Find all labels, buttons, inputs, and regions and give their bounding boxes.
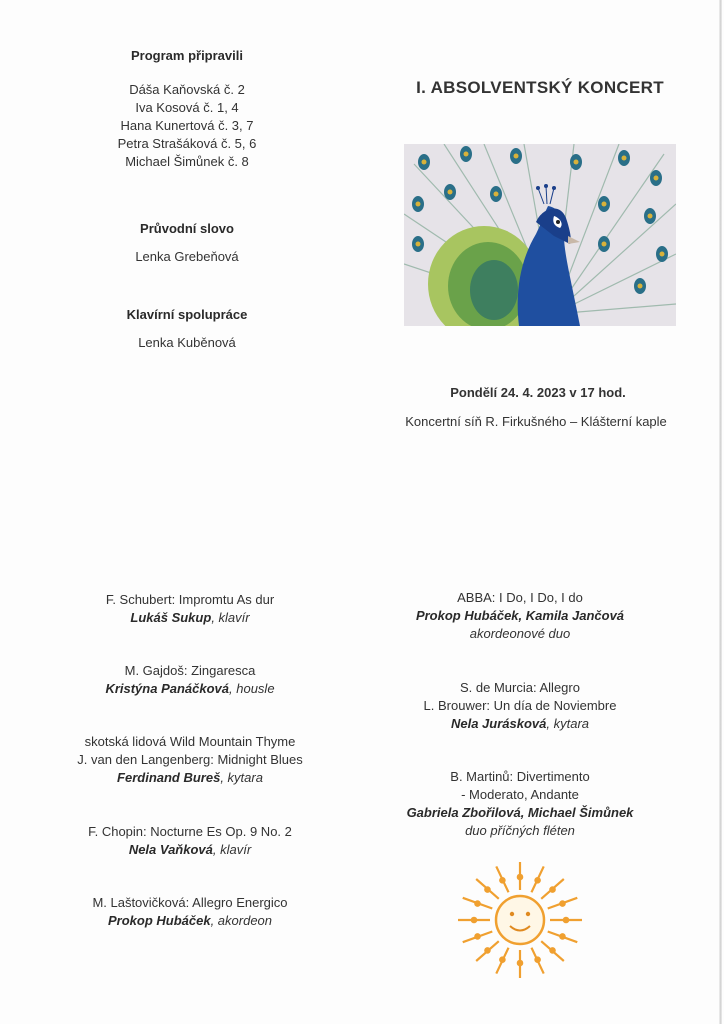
intro-block <box>80 221 294 266</box>
performer-instrument: , akordeon <box>210 913 273 928</box>
performer-line <box>370 715 670 733</box>
sun-ray-note <box>550 948 554 952</box>
peacock-image <box>404 144 676 326</box>
program-piece: skotská lidová Wild Mountain Thyme <box>84 734 296 749</box>
peacock-drawing <box>404 144 676 326</box>
performer-name: Nela Vaňková <box>128 842 213 857</box>
ensemble-type: akordeonové duo <box>469 626 571 641</box>
performer-instrument: , klavír <box>211 610 250 625</box>
piano-heading: Klavírní spolupráce <box>126 307 248 322</box>
sun-ray-note <box>535 958 539 962</box>
program-piece: F. Schubert: Impromtu As dur <box>105 592 275 607</box>
sun-ray-note <box>472 918 476 922</box>
smiling-sun-drawing <box>452 860 588 996</box>
performer-name: Prokop Hubáček, Kamila Jančová <box>415 608 625 623</box>
sun-ray-note <box>500 958 504 962</box>
page-edge <box>719 0 722 1024</box>
program-person: Petra Strašáková č. 5, 6 <box>117 136 257 151</box>
sun-ray-note <box>500 878 504 882</box>
performer-name: Gabriela Zbořilová, Michael Šimůnek <box>406 805 634 820</box>
sun-ray-note <box>475 901 479 905</box>
sun-ray-note <box>475 934 479 938</box>
sun-ray-note <box>485 887 489 891</box>
program-piece: ABBA: I Do, I Do, I do <box>457 590 583 605</box>
program-piece: S. de Murcia: Allegro <box>460 680 580 695</box>
performer-name: Kristýna Panáčková <box>105 681 230 696</box>
piano-name: Lenka Kuběnová <box>138 335 236 350</box>
program-person: Iva Kosová č. 1, 4 <box>135 100 239 115</box>
performer-name: Prokop Hubáček <box>107 913 211 928</box>
program-piece: F. Chopin: Nocturne Es Op. 9 No. 2 <box>88 824 292 839</box>
concert-venue: Koncertní síň R. Firkušného – Klášterní kaple <box>405 414 667 429</box>
program-item <box>370 589 670 643</box>
program-piece: M. Laštovičková: Allegro Energico <box>92 895 288 910</box>
credits-block <box>80 48 294 171</box>
performer-name: Lukáš Sukup <box>130 610 212 625</box>
sun-ray-note <box>560 901 564 905</box>
sun-ray-note <box>518 875 522 879</box>
program-item <box>370 768 670 840</box>
sun-image <box>452 860 588 996</box>
performer-name: Ferdinand Bureš <box>117 770 221 785</box>
performer-line <box>370 804 670 822</box>
performer-line <box>40 609 340 627</box>
intro-name: Lenka Grebeňová <box>135 249 239 264</box>
performer-line <box>370 607 670 625</box>
sun-ray-note <box>564 918 568 922</box>
program-item <box>40 823 340 859</box>
program-item <box>40 591 340 627</box>
program-item <box>370 679 670 733</box>
concert-title: I. ABSOLVENTSKÝ KONCERT <box>416 78 664 97</box>
sun-ray-note <box>485 948 489 952</box>
program-item <box>40 894 340 930</box>
performer-instrument: , kytara <box>546 716 590 731</box>
performer-name: Nela Jurásková <box>450 716 547 731</box>
program-person: Hana Kunertová č. 3, 7 <box>120 118 254 133</box>
program-piece: M. Gajdoš: Zingaresca <box>124 663 256 678</box>
program-item <box>40 733 340 787</box>
performer-instrument: , klavír <box>212 842 252 857</box>
sun-ray-note <box>560 934 564 938</box>
ensemble-type: duo příčných fléten <box>465 823 575 838</box>
program-person: Dáša Kaňovská č. 2 <box>129 82 245 97</box>
performer-line <box>40 680 340 698</box>
performer-line <box>40 769 340 787</box>
performer-line <box>40 912 340 930</box>
program-piece: J. van den Langenberg: Midnight Blues <box>77 752 303 767</box>
performer-instrument: , housle <box>229 681 275 696</box>
program-heading: Program připravili <box>131 48 243 63</box>
performer-instrument: , kytara <box>220 770 263 785</box>
performer-line <box>40 841 340 859</box>
concert-date: Pondělí 24. 4. 2023 v 17 hod. <box>450 385 626 400</box>
program-piece: L. Brouwer: Un día de Noviembre <box>423 698 617 713</box>
piano-block <box>80 307 294 352</box>
sun-ray-note <box>550 887 554 891</box>
sun-ray-note <box>535 878 539 882</box>
intro-heading: Průvodní slovo <box>140 221 234 236</box>
sun-ray-note <box>518 961 522 965</box>
program-item <box>40 662 340 698</box>
program-piece: - Moderato, Andante <box>461 787 579 802</box>
program-person: Michael Šimůnek č. 8 <box>125 154 249 169</box>
program-piece: B. Martinů: Divertimento <box>450 769 590 784</box>
